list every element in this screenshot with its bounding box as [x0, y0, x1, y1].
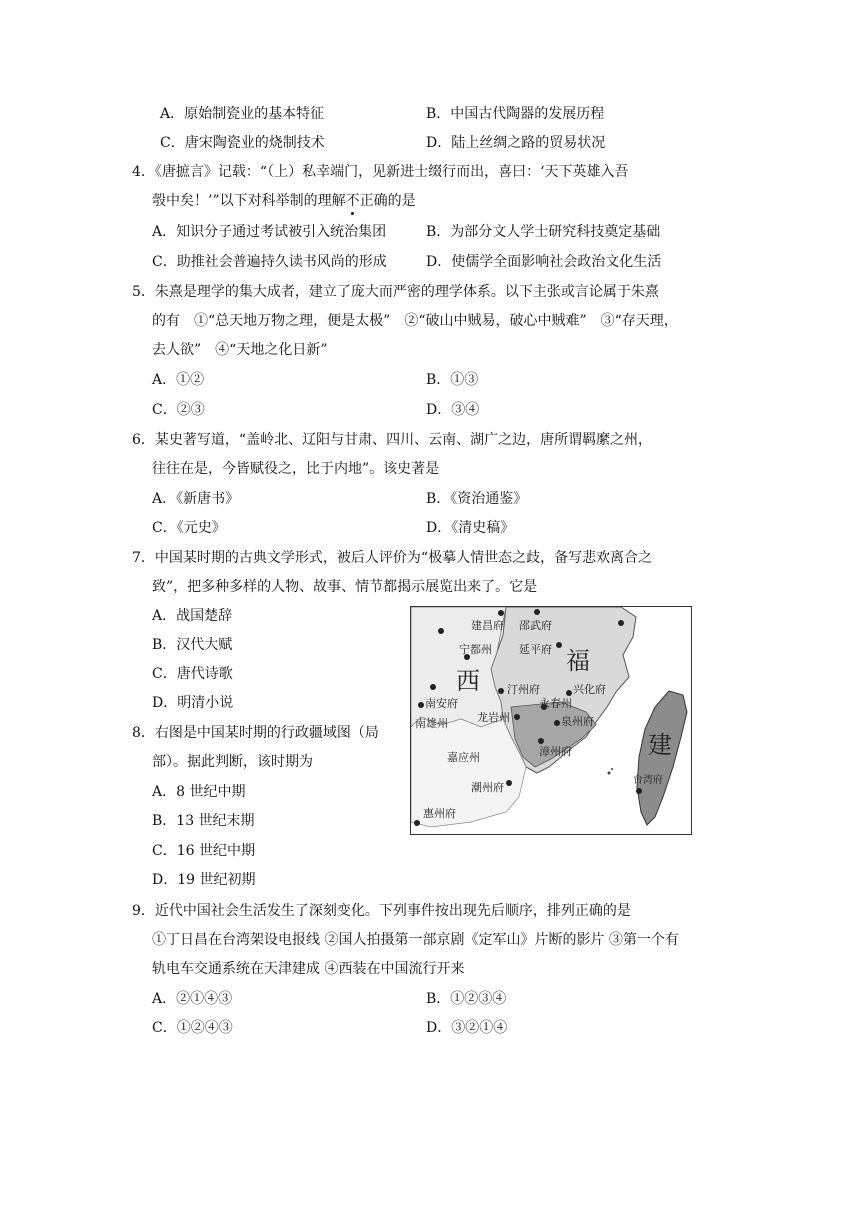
map-place-huizhou: 惠州府	[423, 807, 456, 820]
q7-option-d: D．明清小说	[152, 695, 234, 711]
q7-stem-line1: 7．中国某时期的古典文学形式，被后人评价为“极摹人情世态之歧，备写悲欢离合之	[132, 550, 653, 566]
q7-stem-line2: 致”，把多种多样的人物、故事、情节都揭示展览出来了。它是	[152, 579, 538, 595]
map-place-tingzhou: 汀州府	[507, 683, 540, 696]
q4-option-d: D．使儒学全面影响社会政治文化生活	[426, 254, 662, 270]
map-place-yanping: 延平府	[519, 643, 552, 656]
q7-option-c: C．唐代诗歌	[152, 666, 233, 682]
q4-stem-line2: 彀中矣！’”以下对科举制的理解不正确的是	[152, 193, 416, 209]
map-label-xi: 西	[456, 667, 480, 695]
q5-option-b: B．①③	[426, 372, 479, 388]
q5-stem-line2: 的有 ①“总天地万物之理，便是太极” ②“破山中贼易，破心中贼难” ③“存天理，	[152, 313, 678, 329]
q5-option-d: D．③④	[426, 402, 480, 418]
map-place-longyan: 龙岩州	[477, 711, 510, 724]
q8-stem-line1: 8．右图是中国某时期的行政疆域图（局	[132, 725, 379, 741]
q9-stem-line3: 轨电车交通系统在天津建成 ④西装在中国流行开来	[152, 961, 465, 977]
map-place-quanzhou: 泉州府	[561, 715, 594, 728]
administrative-map-figure	[410, 606, 692, 835]
map-label-fu: 福	[566, 647, 590, 675]
q4-stem-line1: 4．《唐摭言》记载：“（上）私幸端门，见新进士缀行而出，喜曰：‘天下英雄入吾	[132, 164, 629, 180]
map-place-jiaying: 嘉应州	[447, 751, 480, 764]
q5-option-a: A．①②	[152, 372, 205, 388]
q6-option-b: B．《资治通鉴》	[426, 491, 528, 507]
q9-option-b: B．①②③④	[426, 991, 507, 1007]
q6-option-a: A．《新唐书》	[152, 491, 240, 507]
q3-option-b: B．中国古代陶器的发展历程	[426, 106, 605, 122]
q3-option-c: C．唐宋陶瓷业的烧制技术	[160, 135, 325, 151]
map-place-zhangzhou: 漳州府	[539, 745, 572, 758]
q5-option-c: C．②③	[152, 402, 205, 418]
map-place-taiwan: 台湾府	[633, 775, 663, 786]
map-svg	[411, 607, 691, 834]
map-place-ningdu: 宁都州	[459, 643, 492, 656]
q6-stem-line1: 6．某史著写道，“盖岭北、辽阳与甘肃、四川、云南、湖广之边，唐所谓羁縻之州，	[132, 432, 653, 448]
q4-option-c: C．助推社会普遍持久读书风尚的形成	[152, 254, 387, 270]
q6-stem-line2: 往往在是，今皆赋役之，比于内地”。该史著是	[152, 461, 440, 477]
q6-option-d: D．《清史稿》	[426, 520, 515, 536]
map-place-jianchang: 建昌府	[471, 619, 504, 632]
q9-stem-line1: 9．近代中国社会生活发生了深刻变化。下列事件按出现先后顺序，排列正确的是	[132, 903, 631, 919]
map-label-jian: 建	[648, 731, 672, 759]
q9-option-c: C．①②④③	[152, 1020, 233, 1036]
q5-stem-line1: 5．朱熹是理学的集大成者，建立了庞大而严密的理学体系。以下主张或言论属于朱熹	[132, 284, 659, 300]
q4-option-b: B．为部分文人学士研究科技奠定基础	[426, 224, 661, 240]
q5-stem-line3: 去人欲” ④“天地之化日新”	[152, 342, 328, 358]
q9-stem-line2: ①丁日昌在台湾架设电报线 ②国人拍摄第一部京剧《定军山》片断的影片 ③第一个有	[152, 932, 679, 948]
q7-option-a: A．战国楚辞	[152, 608, 233, 624]
map-place-nanan: 南安府	[425, 697, 458, 710]
q8-option-b: B．13 世纪末期	[152, 813, 255, 829]
island-marker	[611, 768, 613, 770]
q6-option-c: C．《元史》	[152, 520, 226, 536]
q7-option-b: B．汉代大赋	[152, 637, 233, 653]
map-place-chaozhou: 潮州府	[471, 781, 504, 794]
map-place-shaowu: 邵武府	[519, 619, 552, 632]
map-place-yongchun: 永春州	[539, 697, 572, 710]
q8-option-a: A．8 世纪中期	[152, 784, 246, 800]
map-place-xinghua: 兴化府	[573, 683, 606, 696]
q8-stem-line2: 部）。据此判断，该时期为	[152, 754, 313, 770]
island-marker	[608, 772, 611, 775]
q4-option-a: A．知识分子通过考试被引入统治集团	[152, 224, 387, 240]
q3-option-d: D．陆上丝绸之路的贸易状况	[426, 135, 606, 151]
emphasis-dot-char: 不	[345, 193, 360, 209]
map-place-nanxiong: 南雄州	[415, 717, 448, 730]
q3-option-a: A．原始制瓷业的基本特征	[160, 106, 325, 122]
q8-option-c: C．16 世纪中期	[152, 843, 255, 859]
q9-option-d: D．③②①④	[426, 1020, 508, 1036]
q9-option-a: A．②①④③	[152, 991, 233, 1007]
q8-option-d: D．19 世纪初期	[152, 872, 256, 888]
